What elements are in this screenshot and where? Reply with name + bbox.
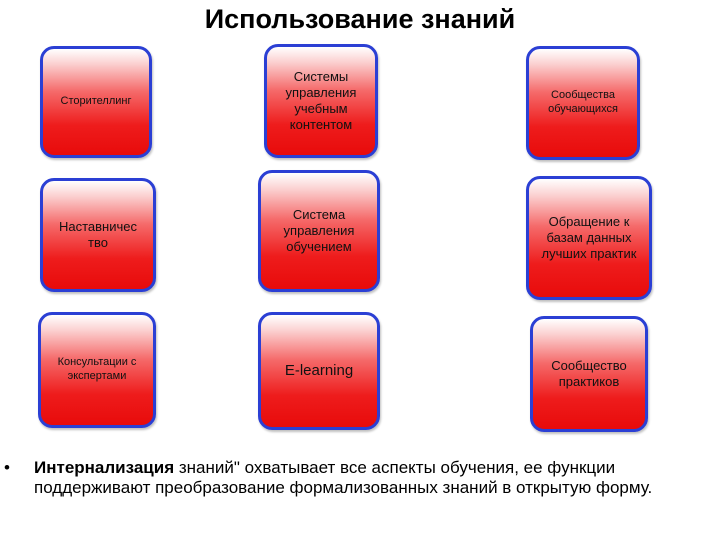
node-label: E-learning (284, 361, 354, 379)
bullet-rest: знаний" охватывает все аспекты обучения, ее функции поддерживают преобразование формализованных знаний в открытую форму. (34, 458, 653, 498)
node-e-learning (258, 312, 380, 430)
bullet-paragraph (4, 458, 704, 499)
bullet-text (34, 458, 704, 499)
node-mentoring (40, 178, 156, 292)
bullet-bold-term: Интернализация (34, 458, 175, 477)
bullet-marker: • (4, 458, 10, 477)
page-title: Использование знаний (204, 4, 516, 34)
node-community-of-practice (530, 316, 648, 432)
node-label: Консультации с экспертами (57, 356, 137, 382)
node-label: Сообщества обучающихся (548, 89, 618, 115)
node-best-practices-databases (526, 176, 652, 300)
node-storytelling (40, 46, 152, 158)
node-learner-communities (526, 46, 640, 160)
node-learning-management-system (258, 170, 380, 292)
node-label: Система управления обучением (283, 206, 355, 255)
node-label: Наставничес тво (58, 218, 137, 250)
node-expert-consultations (38, 312, 156, 428)
node-label: Сторителлинг (60, 95, 132, 108)
node-label: Системы управления учебным контентом (285, 68, 357, 133)
node-label: Сообщество практиков (551, 357, 627, 389)
node-label: Обращение к базам данных лучших практик (541, 213, 637, 262)
node-learning-content-management-systems (264, 44, 378, 158)
